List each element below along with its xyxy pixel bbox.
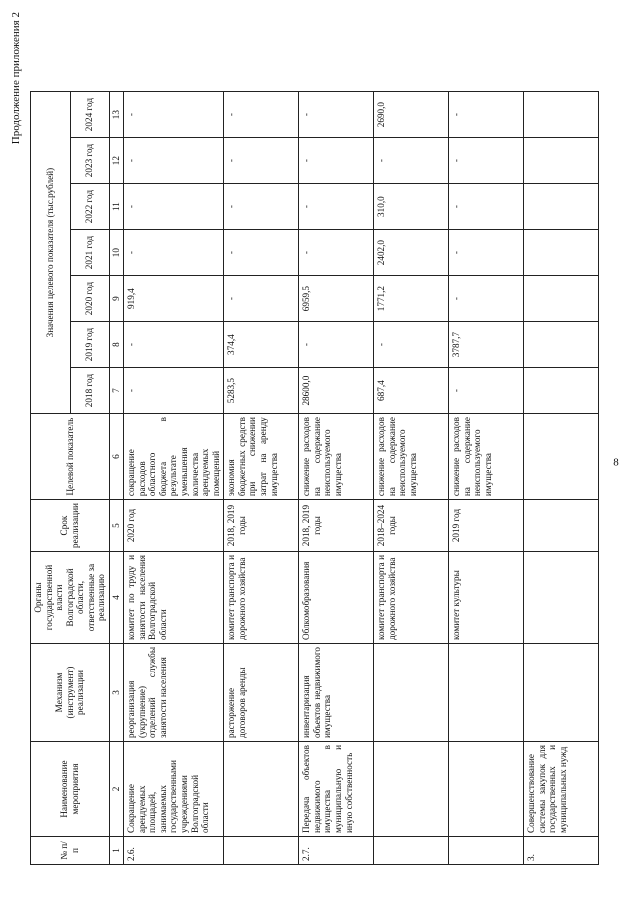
row-value: 1771,2 [374, 276, 449, 322]
row-value: 3787,7 [449, 322, 524, 368]
column-number: 1 [110, 837, 124, 865]
column-number: 4 [110, 552, 124, 644]
row-value: 919,4 [124, 276, 224, 322]
table-row [124, 92, 224, 865]
row-value: 687,4 [374, 368, 449, 414]
row-term: 2018, 2019 годы [299, 500, 374, 552]
row-mechanism [374, 644, 449, 742]
row-value: 310,0 [374, 184, 449, 230]
row-value: - [124, 322, 224, 368]
table-row [299, 92, 374, 865]
column-number: 2 [110, 742, 124, 837]
row-value: - [449, 230, 524, 276]
column-number: 8 [110, 322, 124, 368]
row-value [524, 276, 599, 322]
row-mechanism: расторжение договоров аренды [224, 644, 299, 742]
row-value [524, 322, 599, 368]
row-name: Сокращение арендуемых площадей, занимаемых государственными учреждениями Волгоградской области [124, 742, 224, 837]
continuation-title: Продолжение приложения 2 [10, 12, 22, 145]
row-term [524, 500, 599, 552]
row-body: комитет культуры [449, 552, 524, 644]
header-year: 2023 год [70, 138, 110, 184]
row-indicator: снижение расходов на содержание неиспользуемого имущества [449, 414, 524, 500]
row-value: - [299, 92, 374, 138]
row-term: 2018, 2019 годы [224, 500, 299, 552]
row-value: - [299, 230, 374, 276]
row-value: - [124, 138, 224, 184]
header-mechanism: Механизм (инструмент) реализации [31, 644, 110, 742]
row-value: - [224, 92, 299, 138]
row-body: Облкомобразования [299, 552, 374, 644]
header-year: 2022 год [70, 184, 110, 230]
row-value: - [299, 138, 374, 184]
row-value: 2402,0 [374, 230, 449, 276]
row-num [374, 837, 449, 865]
row-value [524, 138, 599, 184]
row-num: 2.7. [299, 837, 374, 865]
table-row [449, 92, 524, 865]
row-value: - [374, 322, 449, 368]
table-row [374, 92, 449, 865]
row-value: 6959,5 [299, 276, 374, 322]
row-value: - [449, 184, 524, 230]
row-value: - [374, 138, 449, 184]
row-body: комитет по труду и занятости населения Волгоградской области [124, 552, 224, 644]
row-mechanism: реорганизация (укрупнение) отделений службы занятости населения [124, 644, 224, 742]
row-name [449, 742, 524, 837]
row-value [524, 230, 599, 276]
row-mechanism [524, 644, 599, 742]
row-value: - [449, 368, 524, 414]
row-indicator: снижение расходов на содержание неиспользуемого имущества [299, 414, 374, 500]
row-term: 2018–2024 годы [374, 500, 449, 552]
table-row [524, 92, 599, 865]
row-mechanism [449, 644, 524, 742]
header-bodies: Органы государственной власти Волгоградской области, ответственные за реализацию [31, 552, 110, 644]
header-year: 2021 год [70, 230, 110, 276]
table-row [224, 92, 299, 865]
row-value: - [124, 92, 224, 138]
column-number: 9 [110, 276, 124, 322]
row-value: - [449, 138, 524, 184]
row-name [224, 742, 299, 837]
row-value: 2690,0 [374, 92, 449, 138]
header-indicator: Целевой показатель [31, 414, 110, 500]
header-num: № п/п [31, 837, 110, 865]
row-num [224, 837, 299, 865]
column-number: 10 [110, 230, 124, 276]
row-value: 374,4 [224, 322, 299, 368]
row-value: - [224, 184, 299, 230]
row-body: комитет транспорта и дорожного хозяйства [374, 552, 449, 644]
row-name: Передача объектов недвижимого имущества в муниципальную и иную собственность [299, 742, 374, 837]
row-value: - [224, 138, 299, 184]
row-indicator: сокращение расходов областного бюджета в результате уменьшения количества арендуемых помещений [124, 414, 224, 500]
row-body [524, 552, 599, 644]
header-term: Срок реализации [31, 500, 110, 552]
row-name: Совершенствование системы закупок для государственных и муниципальных нужд [524, 742, 599, 837]
row-num: 2.6. [124, 837, 224, 865]
row-value: - [124, 184, 224, 230]
header-year: 2019 год [70, 322, 110, 368]
column-number: 5 [110, 500, 124, 552]
row-value: 5283,5 [224, 368, 299, 414]
row-value [524, 92, 599, 138]
row-num [449, 837, 524, 865]
header-name: Наименование мероприятия [31, 742, 110, 837]
header-year: 2024 год [70, 92, 110, 138]
header-year: 2018 год [70, 368, 110, 414]
row-value: - [299, 184, 374, 230]
row-value [524, 368, 599, 414]
column-number: 11 [110, 184, 124, 230]
row-value: - [224, 230, 299, 276]
column-number: 13 [110, 92, 124, 138]
row-value: - [124, 230, 224, 276]
row-value [524, 184, 599, 230]
row-value: - [299, 322, 374, 368]
row-indicator [524, 414, 599, 500]
row-value: - [449, 276, 524, 322]
row-term: 2020 год [124, 500, 224, 552]
row-value: - [124, 368, 224, 414]
row-num: 3. [524, 837, 599, 865]
column-number: 6 [110, 414, 124, 500]
row-value: 28600,0 [299, 368, 374, 414]
row-indicator: экономия бюджетных средств при снижении затрат на аренду имущества [224, 414, 299, 500]
row-name [374, 742, 449, 837]
column-number: 12 [110, 138, 124, 184]
row-mechanism: инвентаризация объектов недвижимого имущества [299, 644, 374, 742]
row-value: - [224, 276, 299, 322]
header-values-group: Значения целевого показателя (тыс.рублей) [31, 92, 71, 414]
row-term: 2019 год [449, 500, 524, 552]
page-number: 8 [613, 456, 619, 469]
column-number: 7 [110, 368, 124, 414]
column-number: 3 [110, 644, 124, 742]
header-year: 2020 год [70, 276, 110, 322]
row-indicator: снижение расходов на содержание неиспользуемого имущества [374, 414, 449, 500]
measures-table [30, 91, 599, 865]
row-value: - [449, 92, 524, 138]
row-body: комитет транспорта и дорожного хозяйства [224, 552, 299, 644]
